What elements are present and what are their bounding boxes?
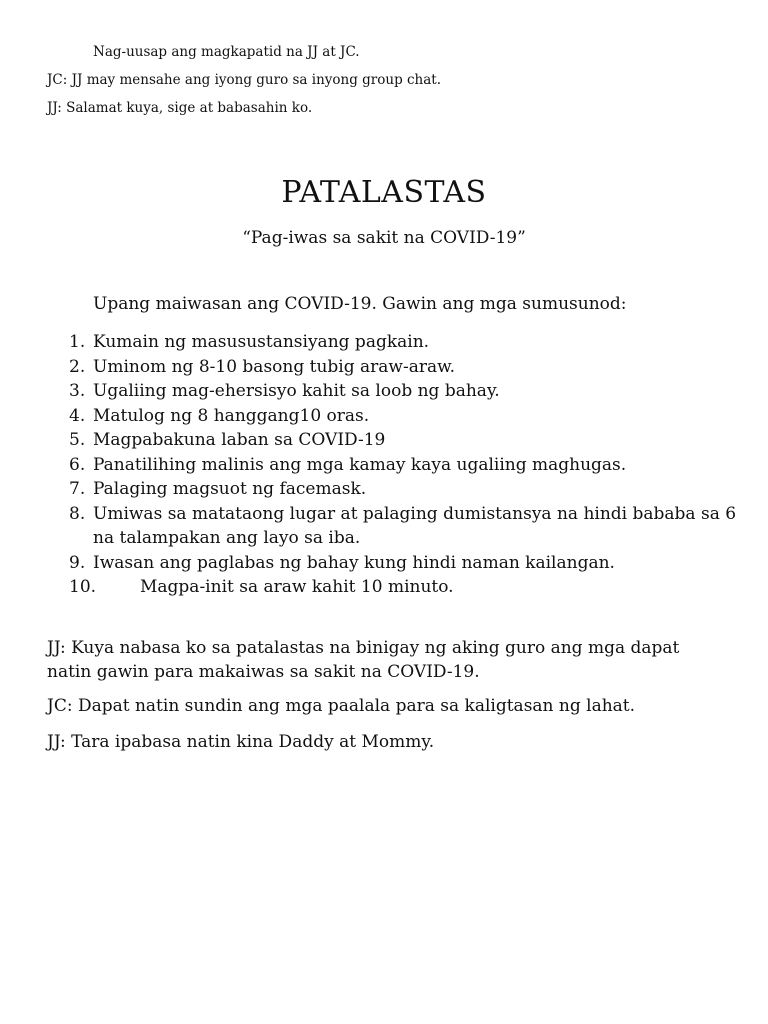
- list-item-number: 4.: [69, 405, 86, 426]
- list-item-number: 2.: [69, 356, 86, 377]
- list-item-text: Kumain ng masusustansiyang pagkain.: [93, 332, 430, 352]
- dialogue-line-jj: JJ: Salamat kuya, sige at babasahin ko.: [47, 100, 313, 116]
- tips-list: [60, 330, 740, 600]
- list-item-number: 1.: [69, 332, 86, 352]
- list-item-text: Magpa-init sa araw kahit 10 minuto.: [140, 577, 454, 597]
- closing-line-jc: JC: Dapat natin sundin ang mga paalala para sa kaligtasan ng lahat.: [47, 696, 636, 716]
- list-item-number: 7.: [69, 479, 86, 499]
- list-item-number: 5.: [69, 430, 86, 450]
- list-item: [60, 502, 740, 551]
- list-item-text: Umiwas sa matataong lugar at palaging dumistansya na hindi bababa sa 6 na talampakan ang layo sa iba.: [93, 503, 737, 548]
- list-item-text: Matulog ng 8 hanggang10 oras.: [93, 405, 370, 426]
- list-item: [60, 428, 740, 453]
- list-item-number: 3.: [69, 381, 86, 401]
- list-item-text: Uminom ng 8-10 basong tubig araw-araw.: [93, 356, 456, 377]
- page-title: PATALASTAS: [281, 175, 487, 210]
- list-item-number: 8.: [69, 503, 86, 524]
- list-item: [60, 379, 740, 404]
- list-item-text: Ugaliing mag-ehersisyo kahit sa loob ng bahay.: [93, 381, 500, 401]
- list-item-number: 9.: [69, 552, 86, 573]
- list-item-text: Iwasan ang paglabas ng bahay kung hindi naman kailangan.: [93, 552, 615, 573]
- lead-paragraph: Upang maiwasan ang COVID-19. Gawin ang mga sumusunod:: [93, 294, 627, 314]
- list-item: [60, 330, 740, 355]
- closing-line-jj-2: JJ: Tara ipabasa natin kina Daddy at Mommy.: [47, 732, 435, 752]
- list-item: [60, 355, 740, 380]
- list-item-number: 10.: [69, 577, 97, 597]
- list-item: [60, 453, 740, 478]
- list-item: [60, 551, 740, 576]
- page-subtitle: “Pag-iwas sa sakit na COVID-19”: [242, 228, 526, 248]
- list-item-text: Magpabakuna laban sa COVID-19: [93, 430, 386, 450]
- list-item-text: Panatilihing malinis ang mga kamay kaya ugaliing maghugas.: [93, 454, 627, 475]
- intro-line: Nag-uusap ang magkapatid na JJ at JC.: [93, 44, 360, 60]
- closing-line-jj: JJ: Kuya nabasa ko sa patalastas na binigay ng aking guro ang mga dapat natin gawin para makaiwas sa sakit na COVID-19.: [47, 638, 680, 682]
- list-item: [60, 477, 740, 502]
- list-item-text: Palaging magsuot ng facemask.: [93, 479, 367, 499]
- list-item-number: 6.: [69, 454, 86, 475]
- list-item: [60, 575, 740, 600]
- list-item: [60, 404, 740, 429]
- dialogue-line-jc: JC: JJ may mensahe ang iyong guro sa inyong group chat.: [47, 72, 442, 88]
